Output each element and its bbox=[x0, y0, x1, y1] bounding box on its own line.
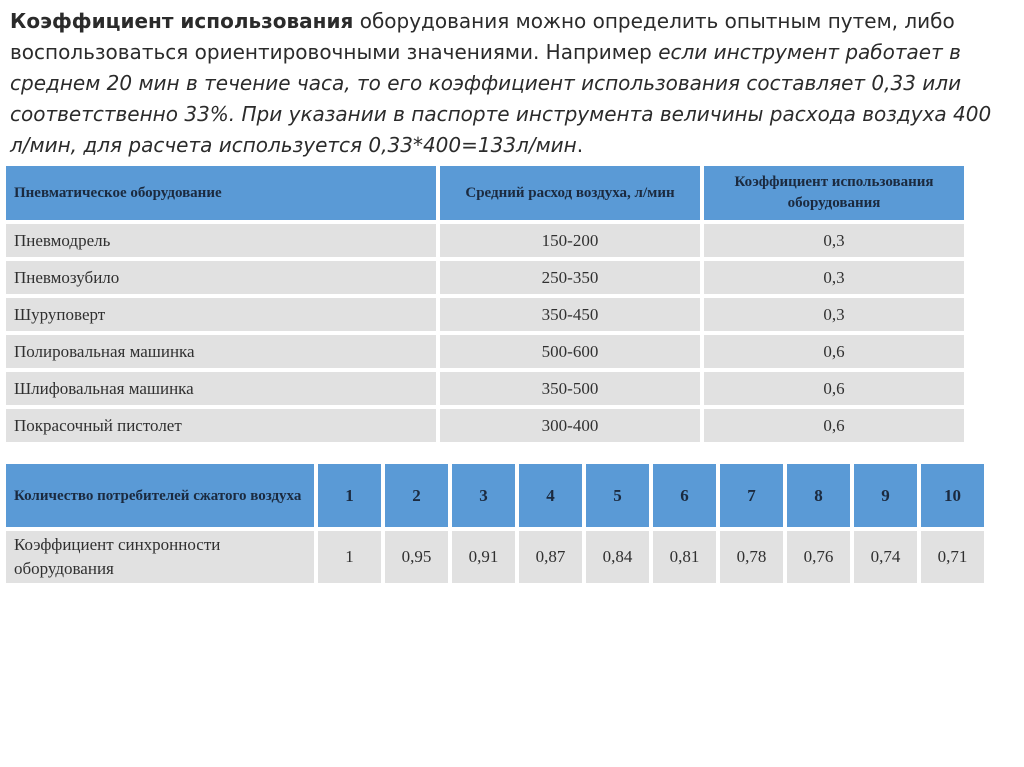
consumer-count: 5 bbox=[586, 464, 649, 527]
equipment-coef: 0,6 bbox=[704, 335, 964, 368]
sync-coef-value: 1 bbox=[318, 531, 381, 583]
header-consumers-label: Количество потребителей сжатого воздуха bbox=[6, 464, 314, 527]
equipment-name: Шлифовальная машинка bbox=[6, 372, 436, 405]
sync-coef-label: Коэффициент синхронности оборудования bbox=[6, 531, 314, 583]
consumer-count: 3 bbox=[452, 464, 515, 527]
intro-paragraph bbox=[10, 6, 1010, 161]
equipment-flow: 150-200 bbox=[440, 224, 700, 257]
equipment-flow: 500-600 bbox=[440, 335, 700, 368]
equipment-table bbox=[2, 162, 968, 446]
intro-bold-term: Коэффициент использования bbox=[10, 9, 354, 33]
sync-table bbox=[2, 460, 988, 587]
sync-coef-value: 0,87 bbox=[519, 531, 582, 583]
equipment-flow: 300-400 bbox=[440, 409, 700, 442]
equipment-coef: 0,3 bbox=[704, 298, 964, 331]
table-row bbox=[6, 298, 964, 331]
table-row bbox=[6, 531, 984, 583]
sync-coef-value: 0,76 bbox=[787, 531, 850, 583]
consumer-count: 10 bbox=[921, 464, 984, 527]
equipment-name: Пневмодрель bbox=[6, 224, 436, 257]
equipment-coef: 0,6 bbox=[704, 372, 964, 405]
header-usage-coef: Коэффициент использования оборудования bbox=[704, 166, 964, 220]
equipment-name: Шуруповерт bbox=[6, 298, 436, 331]
equipment-flow: 250-350 bbox=[440, 261, 700, 294]
consumer-count: 7 bbox=[720, 464, 783, 527]
equipment-table-header-row bbox=[6, 166, 964, 220]
sync-coef-value: 0,78 bbox=[720, 531, 783, 583]
intro-text-end: . bbox=[576, 133, 584, 157]
consumer-count: 2 bbox=[385, 464, 448, 527]
consumer-count: 1 bbox=[318, 464, 381, 527]
equipment-coef: 0,6 bbox=[704, 409, 964, 442]
table-row bbox=[6, 261, 964, 294]
equipment-flow: 350-500 bbox=[440, 372, 700, 405]
consumer-count: 9 bbox=[854, 464, 917, 527]
sync-coef-value: 0,74 bbox=[854, 531, 917, 583]
sync-coef-value: 0,84 bbox=[586, 531, 649, 583]
header-equipment: Пневматическое оборудование bbox=[6, 166, 436, 220]
equipment-flow: 350-450 bbox=[440, 298, 700, 331]
intro-italic-example: если инструмент работает в среднем 20 мин в течение часа, то его коэффициент использования составляет 0,33 или соответственно 33%. bbox=[10, 40, 962, 126]
sync-coef-value: 0,81 bbox=[653, 531, 716, 583]
equipment-name: Покрасочный пистолет bbox=[6, 409, 436, 442]
header-air-flow: Средний расход воздуха, л/мин bbox=[440, 166, 700, 220]
table-row bbox=[6, 335, 964, 368]
sync-table-header-row bbox=[6, 464, 984, 527]
equipment-name: Пневмозубило bbox=[6, 261, 436, 294]
table-row bbox=[6, 372, 964, 405]
sync-coef-value: 0,71 bbox=[921, 531, 984, 583]
sync-coef-value: 0,95 bbox=[385, 531, 448, 583]
intro-text-1: оборудования можно определить опытным путем, либо воспользоваться ориентировочными значениями. Например bbox=[10, 9, 955, 64]
equipment-coef: 0,3 bbox=[704, 224, 964, 257]
table-row bbox=[6, 224, 964, 257]
equipment-name: Полировальная машинка bbox=[6, 335, 436, 368]
consumer-count: 8 bbox=[787, 464, 850, 527]
table-row bbox=[6, 409, 964, 442]
consumer-count: 4 bbox=[519, 464, 582, 527]
equipment-coef: 0,3 bbox=[704, 261, 964, 294]
sync-coef-value: 0,91 bbox=[452, 531, 515, 583]
intro-text-2: При указании в паспорте инструмента величины расхода воздуха 400 л/мин, для расчета используется 0,33*400=133л/мин bbox=[10, 102, 992, 157]
consumer-count: 6 bbox=[653, 464, 716, 527]
